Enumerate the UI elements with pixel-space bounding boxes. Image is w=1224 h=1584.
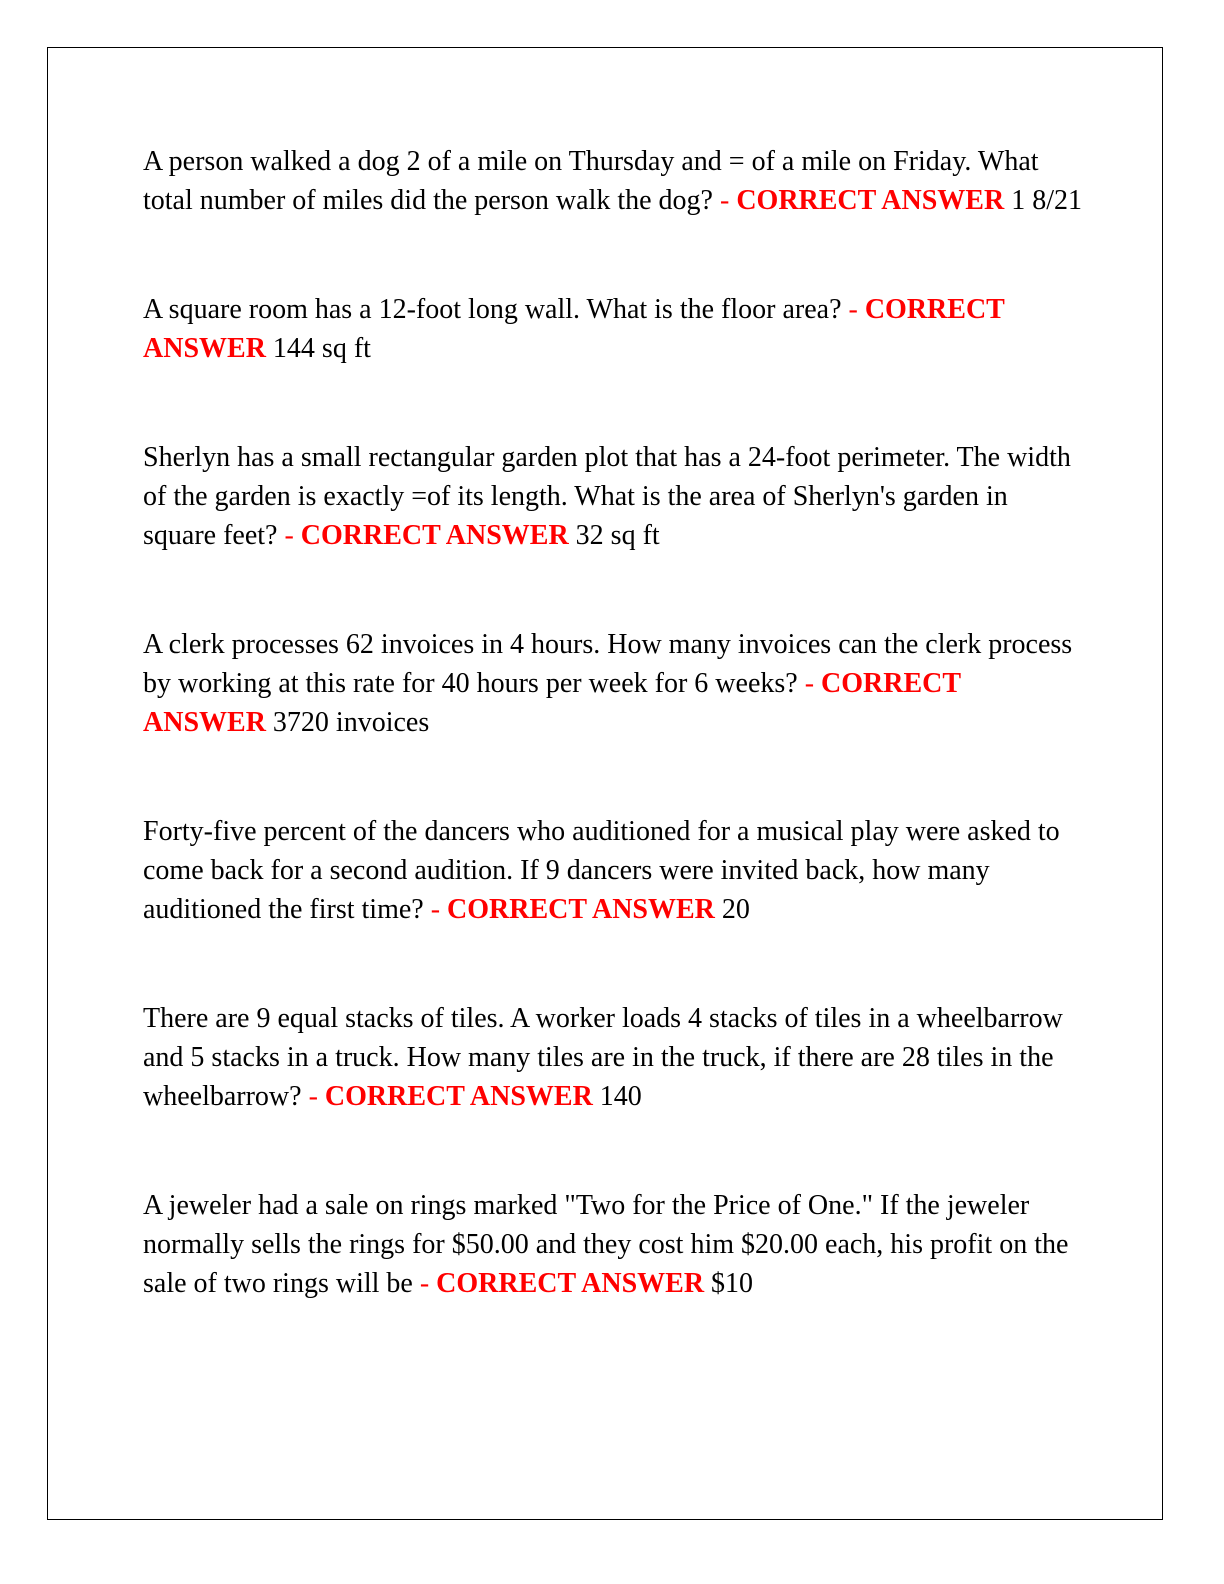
answer-text: $10: [711, 1268, 754, 1299]
answer-separator: -: [804, 668, 822, 699]
answer-marker: [431, 894, 715, 925]
question-text: A jeweler had a sale on rings marked "Two for the Price of One." If the jeweler normally sells the rings for $50.00 and they cost him $20.00 each, his profit on the sale of two rings will be: [143, 1190, 1069, 1299]
qa-item: [143, 1186, 1083, 1303]
qa-item: [143, 438, 1083, 555]
answer-marker: [284, 520, 568, 551]
qa-item: [143, 999, 1083, 1116]
correct-answer-label: CORRECT ANSWER: [300, 520, 569, 551]
answer-separator: -: [419, 1268, 437, 1299]
correct-answer-label: CORRECT ANSWER: [447, 894, 715, 925]
answer-text: 3720 invoices: [272, 707, 430, 738]
correct-answer-label: CORRECT ANSWER: [143, 668, 961, 738]
qa-item: [143, 142, 1083, 220]
question-text: Forty-five percent of the dancers who auditioned for a musical play were asked to come back for a second audition. If 9 dancers were invited back, how many auditioned the first time?: [143, 816, 1060, 925]
answer-separator: -: [430, 894, 448, 925]
qa-item: [143, 290, 1083, 368]
correct-answer-label: CORRECT ANSWER: [324, 1081, 593, 1112]
answer-separator: -: [284, 520, 301, 551]
correct-answer-label: CORRECT ANSWER: [436, 1268, 705, 1299]
answer-text: 144 sq ft: [272, 333, 371, 364]
answer-text: 140: [599, 1081, 642, 1112]
question-text: There are 9 equal stacks of tiles. A worker loads 4 stacks of tiles in a wheelbarrow and 5 stacks in a truck. How many tiles are in the truck, if there are 28 tiles in the wheelbarrow?: [143, 1003, 1063, 1112]
qa-item: [143, 625, 1083, 742]
answer-separator: -: [719, 185, 737, 216]
answer-marker: [720, 185, 1004, 216]
question-text: A clerk processes 62 invoices in 4 hours. How many invoices can the clerk process by working at this rate for 40 hours per week for 6 weeks?: [143, 629, 1073, 699]
answer-text: 20: [721, 894, 750, 925]
question-text: Sherlyn has a small rectangular garden plot that has a 24-foot perimeter. The width of the garden is exactly =of its length. What is the area of Sherlyn's garden in square feet?: [143, 442, 1071, 551]
answer-marker: [420, 1268, 704, 1299]
correct-answer-label: CORRECT ANSWER: [143, 294, 1005, 364]
answer-marker: [309, 1081, 593, 1112]
question-list: [143, 142, 1083, 1373]
correct-answer-label: CORRECT ANSWER: [736, 185, 1005, 216]
answer-separator: -: [848, 294, 865, 325]
question-text: A person walked a dog 2 of a mile on Thursday and = of a mile on Friday. What total number of miles did the person walk the dog?: [143, 146, 1039, 216]
answer-text: 32 sq ft: [575, 520, 660, 551]
answer-text: 1 8/21: [1011, 185, 1082, 216]
question-text: A square room has a 12-foot long wall. What is the floor area?: [143, 294, 842, 325]
qa-item: [143, 812, 1083, 929]
answer-separator: -: [308, 1081, 325, 1112]
